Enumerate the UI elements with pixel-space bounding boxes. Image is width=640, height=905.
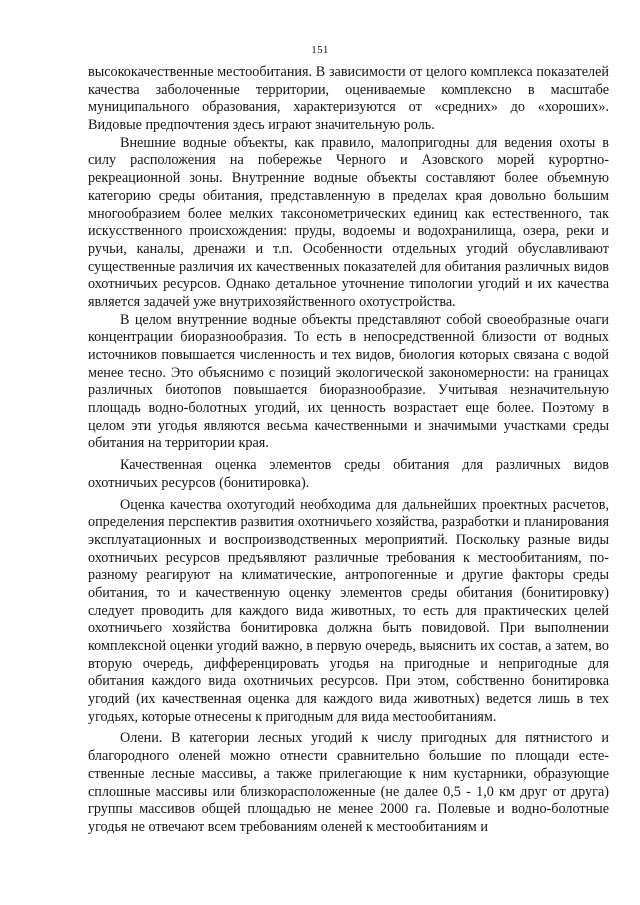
- paragraph-biodiversity: В целом внутренние водные объекты представляют собой своеобразные очаги концентрации биоразнообразия. То есть в непосредственной близости от водных источников повышается численность и тех видов, биология которых связана с водой менее тесно. Это объяснимо с позиций экологической закономерности: на границах различных биотопов повышается биоразнообразие. Учитывая незначительную площадь водно-болотных угодий, их ценность возрастает еще более. Поэтому в целом эти угодья являются весьма качественными и значимыми участками среды обитания на территории края.: [88, 311, 609, 452]
- page-number: 151: [311, 44, 329, 56]
- paragraph-deer: Олени. В категории лесных угодий к числу пригодных для пятнистого и благородного оленей можно отнести сравнительно большие по площади естественные лесные массивы, а также прилегающие к ним кустарники, образующие сплошные массивы или близкорасположенные (не далее 0,5 - 1,0 км друг от друга) группы массивов общей площадью не менее 2000 га. Полевые и водно-болотные угодья не отвечают всем требованиям оленей к местообитаниям и: [88, 730, 609, 835]
- paragraph-water-bodies: Внешние водные объекты, как правило, малопригодны для ведения охоты в силу расположения на побережье Черного и Азовского морей курортно-рекреационной зоны. Внутренние водные объекты составляют более объемную категорию среды обитания, представленную в пределах края довольно большим многообразием более мелких таксонометрических единиц как естественного, так искусственного происхождения: пруды, водоемы и водохранилища, озера, реки и ручьи, каналы, дренажи и т.п. Особенности отдельных угодий обуславливают существенные различия их качественных показателей для обитания различных видов охотничьих ресурсов. Однако детальное уточнение типологии угодий и их качества является задачей уже внутрихозяйственного охотустройства.: [88, 134, 609, 310]
- body-text: [88, 64, 609, 837]
- paragraph-habitat-quality: высококачественные местообитания. В зависимости от целого комплекса показателей качества заболоченные территории, оцениваемые комплексно в масштабе муниципального образования, характеризуются от «средних» до «хороших». Видовые предпочтения здесь играют значительную роль.: [88, 64, 609, 134]
- section-heading-bonitirovka: Качественная оценка элементов среды обитания для различных видов охотничьих ресурсов (бонитировка).: [88, 457, 609, 491]
- paragraph-assessment: Оценка качества охотугодий необходима для дальнейших проектных расчетов, определения перспектив развития охотничьего хозяйства, разработки и планирования эксплуатационных и воспроизводственных мероприятий. Поскольку разные виды охотничьих ресурсов предъявляют различные требования к местообитаниям, по-разному реагируют на климатические, антропогенные и другие факторы среды обитания, то и качественную оценку элементов среды обитания (бонитировку) следует проводить для каждого вида животных, то есть для практических целей охотничьего хозяйства бонитировка должна быть повидовой. При выполнении комплексной оценки угодий важно, в первую очередь, выяснить их состав, а затем, во вторую очередь, дифференцировать угодья на пригодные и непригодные для обитания каждого вида охотничьих ресурсов. При этом, собственно бонитировка угодий (их качественная оценка для каждого вида животных) ведется лишь в тех угодьях, которые отнесены к пригодным для вида местообитаниям.: [88, 496, 609, 725]
